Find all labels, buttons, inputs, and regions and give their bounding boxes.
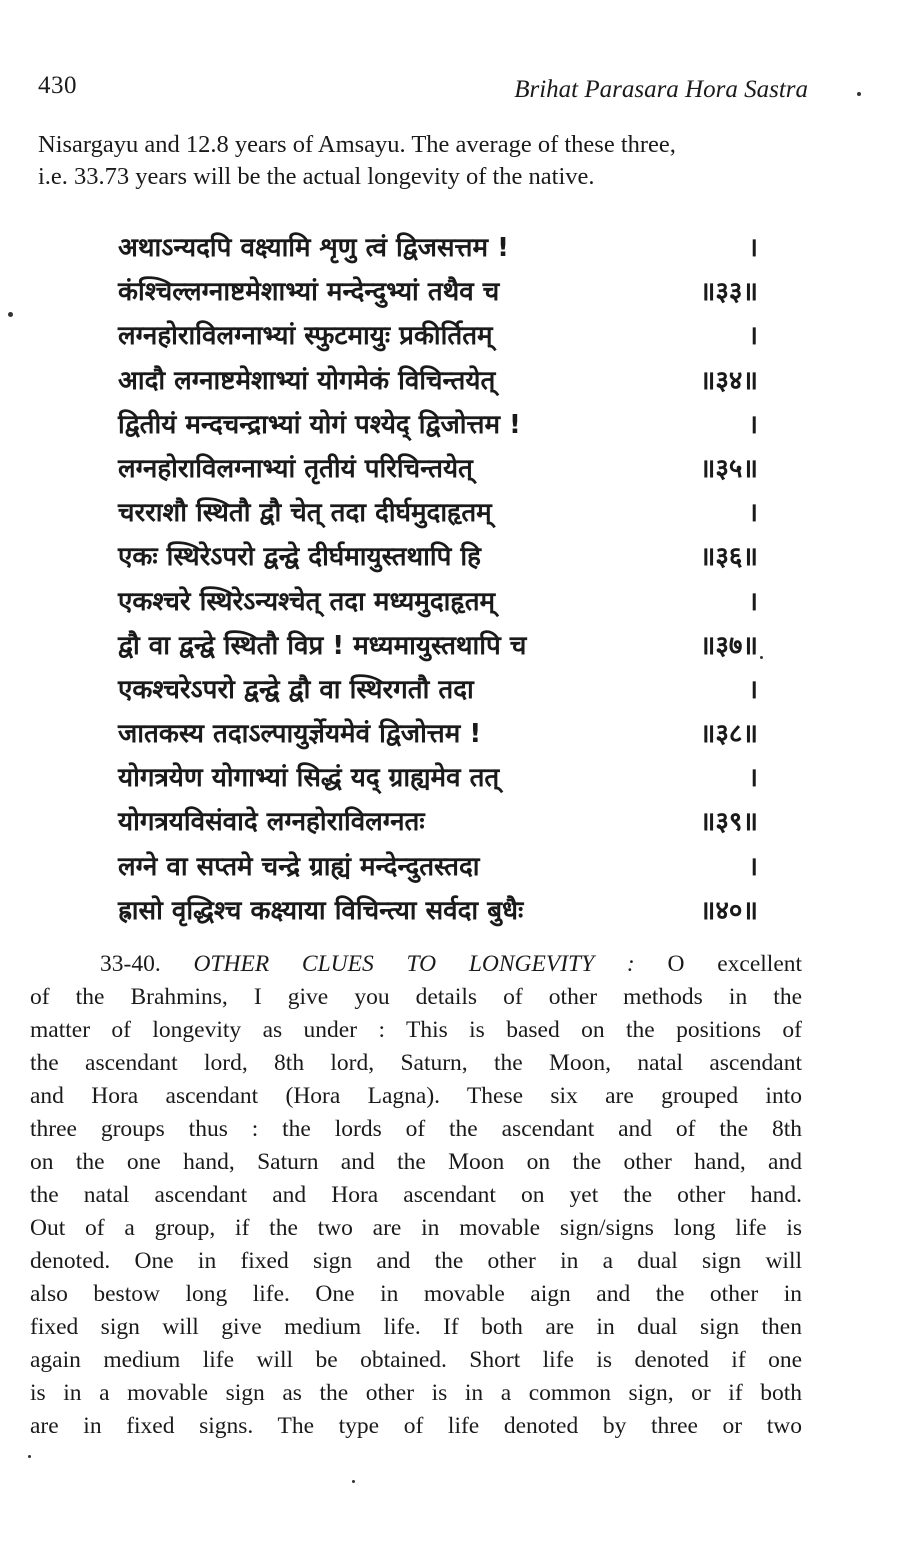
verse-line: [118, 535, 758, 579]
verse-end-mark: ।: [748, 674, 758, 705]
commentary-line: Out of a group, if the two are in movable sign/signs long life is: [30, 1215, 802, 1241]
commentary-line: denoted. One in fixed sign and the other in a dual sign will: [30, 1248, 802, 1274]
verse-text: जातकस्य तदाऽल्पायुर्ज्ञेयमेवं द्विजोत्तम !: [118, 719, 482, 750]
scan-speck: [352, 1480, 355, 1483]
commentary-line: fixed sign will give medium life. If both are in dual sign then: [30, 1314, 802, 1340]
verse-text: अथाऽन्यदपि वक्ष्यामि शृणु त्वं द्विजसत्तम !: [118, 233, 509, 263]
verse-text: एकः स्थिरेऽपरो द्वन्द्वे दीर्घमायुस्तथापि हि: [118, 542, 481, 573]
commentary-line: and Hora ascendant (Hora Lagna). These six are grouped into: [30, 1083, 802, 1109]
verse-line: [118, 712, 758, 756]
verse-text: एकश्चरे स्थिरेऽन्यश्चेत् तदा मध्यमुदाहृतम्: [118, 586, 496, 617]
commentary-line: the natal ascendant and Hora ascendant on yet the other hand.: [30, 1182, 802, 1208]
verse-line: [118, 226, 758, 270]
verse-line: [118, 403, 758, 447]
verse-line: [118, 845, 758, 889]
verse-line: [118, 314, 758, 358]
intro-paragraph: [38, 129, 808, 193]
verse-end-mark: ॥३४॥: [699, 365, 758, 396]
verse-text: आदौ लग्नाष्टमेशाभ्यां योगमेकं विचिन्तयेत्: [118, 365, 496, 396]
commentary-text: O excellent: [667, 951, 803, 977]
section-title: OTHER CLUES TO LONGEVITY :: [193, 951, 635, 977]
verse-text: चरराशौ स्थितौ द्वौ चेत् तदा दीर्घमुदाहृतम्: [118, 498, 492, 529]
commentary-line: matter of longevity as under : This is based on the positions of: [30, 1017, 802, 1043]
verse-end-mark: ।: [748, 321, 758, 352]
verse-line: [118, 447, 758, 491]
commentary-line: [30, 948, 802, 981]
sanskrit-verses: [118, 226, 758, 933]
verse-text: लग्ने वा सप्तमे चन्द्रे ग्राह्यं मन्देन्दुतस्तदा: [118, 851, 480, 882]
verse-line: [118, 491, 758, 535]
verse-line: [118, 756, 758, 800]
commentary-line: three groups thus : the lords of the ascendant and of the 8th: [30, 1116, 802, 1142]
running-title: Brihat Parasara Hora Sastra: [514, 76, 808, 103]
verse-end-mark: ॥३५॥: [699, 453, 758, 484]
verse-end-mark: ।: [748, 233, 758, 263]
verse-text: एकश्चरेऽपरो द्वन्द्वे द्वौ वा स्थिरगतौ तदा: [118, 674, 474, 705]
verse-end-mark: ।: [748, 498, 758, 529]
verse-end-mark: ॥३९॥: [699, 807, 758, 838]
scan-speck: [857, 92, 861, 96]
verse-line: [118, 270, 758, 314]
verse-line: [118, 889, 758, 933]
commentary-line: on the one hand, Saturn and the Moon on the other hand, and: [30, 1149, 802, 1175]
verse-end-mark: ॥३७॥: [699, 630, 758, 661]
verse-text: योगत्रयविसंवादे लग्नहोराविलग्नतः: [118, 807, 425, 838]
verse-end-mark: ।: [748, 586, 758, 617]
scan-speck: [760, 656, 763, 659]
verse-text: योगत्रयेण योगाभ्यां सिद्धं यद् ग्राह्यमेव तत्: [118, 763, 500, 794]
verse-end-mark: ॥३८॥: [699, 719, 758, 750]
verse-line: [118, 359, 758, 403]
intro-line: i.e. 33.73 years will be the actual longevity of the native.: [38, 163, 595, 190]
scan-speck: [28, 1455, 31, 1458]
verse-end-mark: ।: [748, 763, 758, 794]
verse-end-mark: ॥३३॥: [699, 277, 758, 308]
verse-text: लग्नहोराविलग्नाभ्यां स्फुटमायुः प्रकीर्तितम्: [118, 321, 493, 352]
page-number: 430: [38, 72, 77, 99]
commentary-line: is in a movable sign as the other is in a common sign, or if both: [30, 1380, 802, 1406]
verse-text: कंश्चिल्लग्नाष्टमेशाभ्यां मन्देन्दुभ्यां तथैव च: [118, 277, 500, 308]
verse-text: लग्नहोराविलग्नाभ्यां तृतीयं परिचिन्तयेत्: [118, 453, 473, 484]
verse-reference: 33-40.: [100, 951, 161, 977]
commentary-line: are in fixed signs. The type of life denoted by three or two: [30, 1413, 802, 1439]
verse-end-mark: ।: [748, 409, 758, 440]
commentary-line: the ascendant lord, 8th lord, Saturn, the Moon, natal ascendant: [30, 1050, 802, 1076]
commentary-line: also bestow long life. One in movable aign and the other in: [30, 1281, 802, 1307]
verse-text: ह्रासो वृद्धिश्च कक्ष्याया विचिन्त्या सर्वदा बुधैः: [118, 895, 524, 926]
verse-line: [118, 668, 758, 712]
verse-text: द्वितीयं मन्दचन्द्राभ्यां योगं पश्येद् द्विजोत्तम !: [118, 409, 521, 440]
verse-line: [118, 800, 758, 844]
verse-end-mark: ।: [748, 851, 758, 882]
verse-line: [118, 624, 758, 668]
scan-speck: [8, 312, 13, 317]
verse-end-mark: ॥४०॥: [699, 895, 758, 926]
commentary-line: again medium life will be obtained. Short life is denoted if one: [30, 1347, 802, 1373]
commentary-paragraph: [30, 948, 802, 1443]
verse-line: [118, 580, 758, 624]
commentary-line: of the Brahmins, I give you details of other methods in the: [30, 984, 802, 1010]
intro-line: Nisargayu and 12.8 years of Amsayu. The average of these three,: [38, 131, 676, 158]
verse-end-mark: ॥३६॥: [699, 542, 758, 573]
verse-text: द्वौ वा द्वन्द्वे स्थितौ विप्र ! मध्यमायुस्तथापि च: [118, 630, 527, 661]
